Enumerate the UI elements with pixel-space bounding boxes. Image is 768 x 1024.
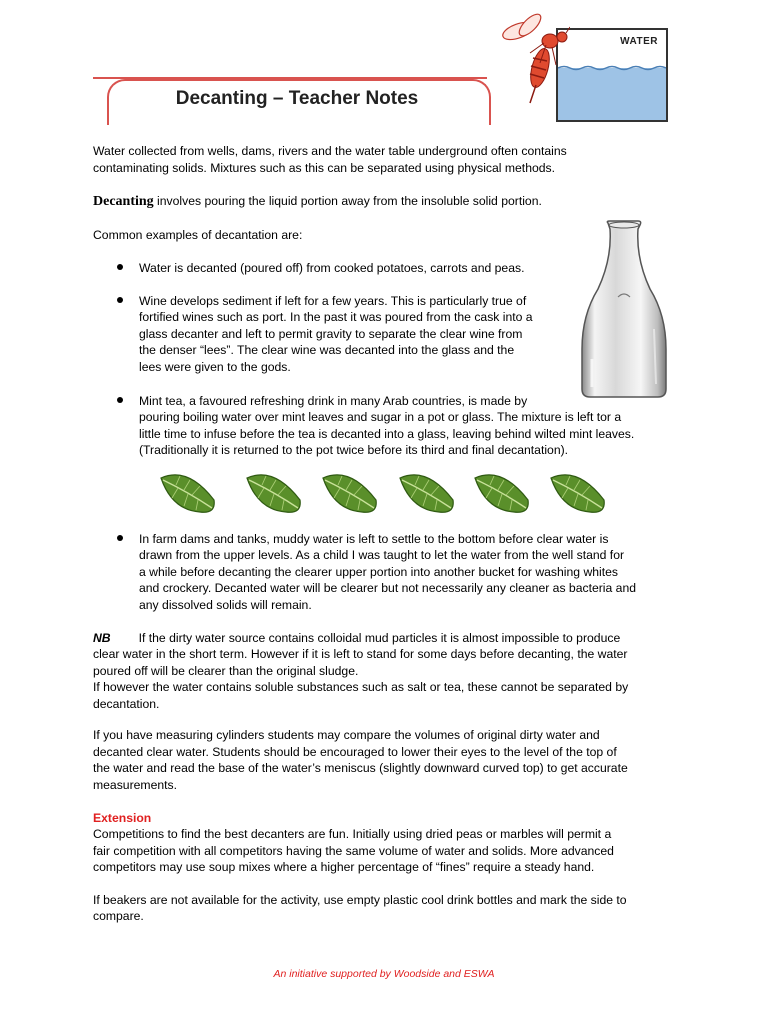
- bullet-dot: [117, 264, 123, 270]
- bullet-3-line-1: Mint tea, a favoured refreshing drink in many Arab countries, is made by: [139, 394, 528, 408]
- wasp-icon: [500, 13, 570, 113]
- mint-leaf-icon: [244, 470, 306, 516]
- beakers-line-2: compare.: [93, 909, 144, 923]
- bullet-2-line-3: glass decanter and left to permit gravity to separate the clear wine from: [139, 327, 523, 341]
- mint-leaf-icon: [472, 470, 534, 516]
- bullet-4-line-2: drawn from the upper levels. As a child I was taught to let the water from the well stand for: [139, 548, 625, 562]
- bullet-2-line-5: lees were given to the gods.: [139, 360, 291, 374]
- measuring-line-4: measurements.: [93, 778, 177, 792]
- beakers-line-1: If beakers are not available for the activity, use empty plastic cool drink bottles and mark the side to: [93, 893, 627, 907]
- extension-heading: Extension: [93, 811, 152, 825]
- measuring-line-2: decanted clear water. Students should be encouraged to lower their eyes to the level of the top of: [93, 745, 617, 759]
- mint-leaf-icon: [158, 470, 220, 516]
- measuring-line-3: the water and read the base of the water’s meniscus (slightly downward curved top) to get accurate: [93, 761, 628, 775]
- nb-text: If the dirty water source contains colloidal mud particles it is almost impossible to produce: [138, 631, 621, 645]
- intro-line-1: Water collected from wells, dams, rivers and the water table underground often contains: [93, 144, 567, 158]
- extension-line-2: fair competition with all competitors having the same volume of water and solids. More advanced: [93, 844, 614, 858]
- water-tank-illustration: [556, 28, 668, 122]
- bullet-2-line-1: Wine develops sediment if left for a few years. This is particularly true of: [139, 294, 527, 308]
- definition-term: Decanting: [93, 194, 154, 209]
- bullet-1-line-1: Water is decanted (poured off) from cooked potatoes, carrots and peas.: [139, 261, 525, 275]
- intro-line-2: contaminating solids. Mixtures such as this can be separated using physical methods.: [93, 161, 556, 175]
- bullet-dot: [117, 297, 123, 303]
- bullet-dot: [117, 397, 123, 403]
- nb-label: NB: [93, 631, 111, 645]
- bullet-2-line-4: the denser “lees”. The clear wine was decanted into the glass and the: [139, 343, 515, 357]
- definition-period: .: [538, 194, 542, 208]
- bullet-3-line-4: (Traditionally it is returned to the pot twice before its third and final decantation).: [139, 443, 569, 457]
- bullet-3-line-3: little time to infuse before the tea is decanted into a glass, leaving behind wilted mint leaves.: [139, 427, 635, 441]
- extension-line-3: competitors may use soup mixes where a higher percentage of “fines” require a steady hand.: [93, 860, 595, 874]
- nb-line-1: [93, 630, 683, 647]
- bullet-4-line-4: and crockery. Decanted water will be clearer but not necessarily any cleaner as bacteria and: [139, 581, 637, 595]
- nb-line-4: If however the water contains soluble substances such as salt or tea, these cannot be separated by: [93, 680, 629, 694]
- nb-line-5: decantation.: [93, 697, 160, 711]
- bullet-dot: [117, 535, 123, 541]
- bullet-4-line-3: a while before decanting the clearer upper portion into another bucket for washing whites: [139, 565, 618, 579]
- bullet-4-line-1: In farm dams and tanks, muddy water is left to settle to the bottom before clear water is: [139, 532, 609, 546]
- nb-line-2: clear water in the short term. However if it is left to stand for some days before decanting, the water: [93, 647, 628, 661]
- mint-leaf-icon: [320, 470, 382, 516]
- nb-line-3: poured off will be clearer than the original sludge.: [93, 664, 359, 678]
- mint-leaf-icon: [548, 470, 610, 516]
- tank-label: WATER: [620, 36, 658, 47]
- examples-heading: Common examples of decantation are:: [93, 228, 303, 242]
- measuring-line-1: If you have measuring cylinders students may compare the volumes of original dirty water and: [93, 728, 600, 742]
- extension-line-1: Competitions to find the best decanters are fun. Initially using dried peas or marbles will permit a: [93, 827, 612, 841]
- page-title: Decanting – Teacher Notes: [175, 88, 419, 109]
- mint-leaf-icon: [397, 470, 459, 516]
- footer-credit: An initiative supported by Woodside and ESWA: [273, 968, 495, 980]
- glass-carafe-icon: [578, 219, 670, 399]
- definition: [93, 193, 683, 211]
- tank-water: [558, 68, 666, 120]
- bullet-2-line-2: fortified wines such as port. In the past it was poured from the cask into a: [139, 310, 533, 324]
- bullet-4-line-5: any dissolved solids will remain.: [139, 598, 312, 612]
- wave-icon: [558, 65, 666, 71]
- definition-text: involves pouring the liquid portion away from the insoluble solid portion: [153, 194, 539, 208]
- bullet-3-line-2: pouring boiling water over mint leaves and sugar in a pot or glass. The mixture is left tor a: [139, 410, 622, 424]
